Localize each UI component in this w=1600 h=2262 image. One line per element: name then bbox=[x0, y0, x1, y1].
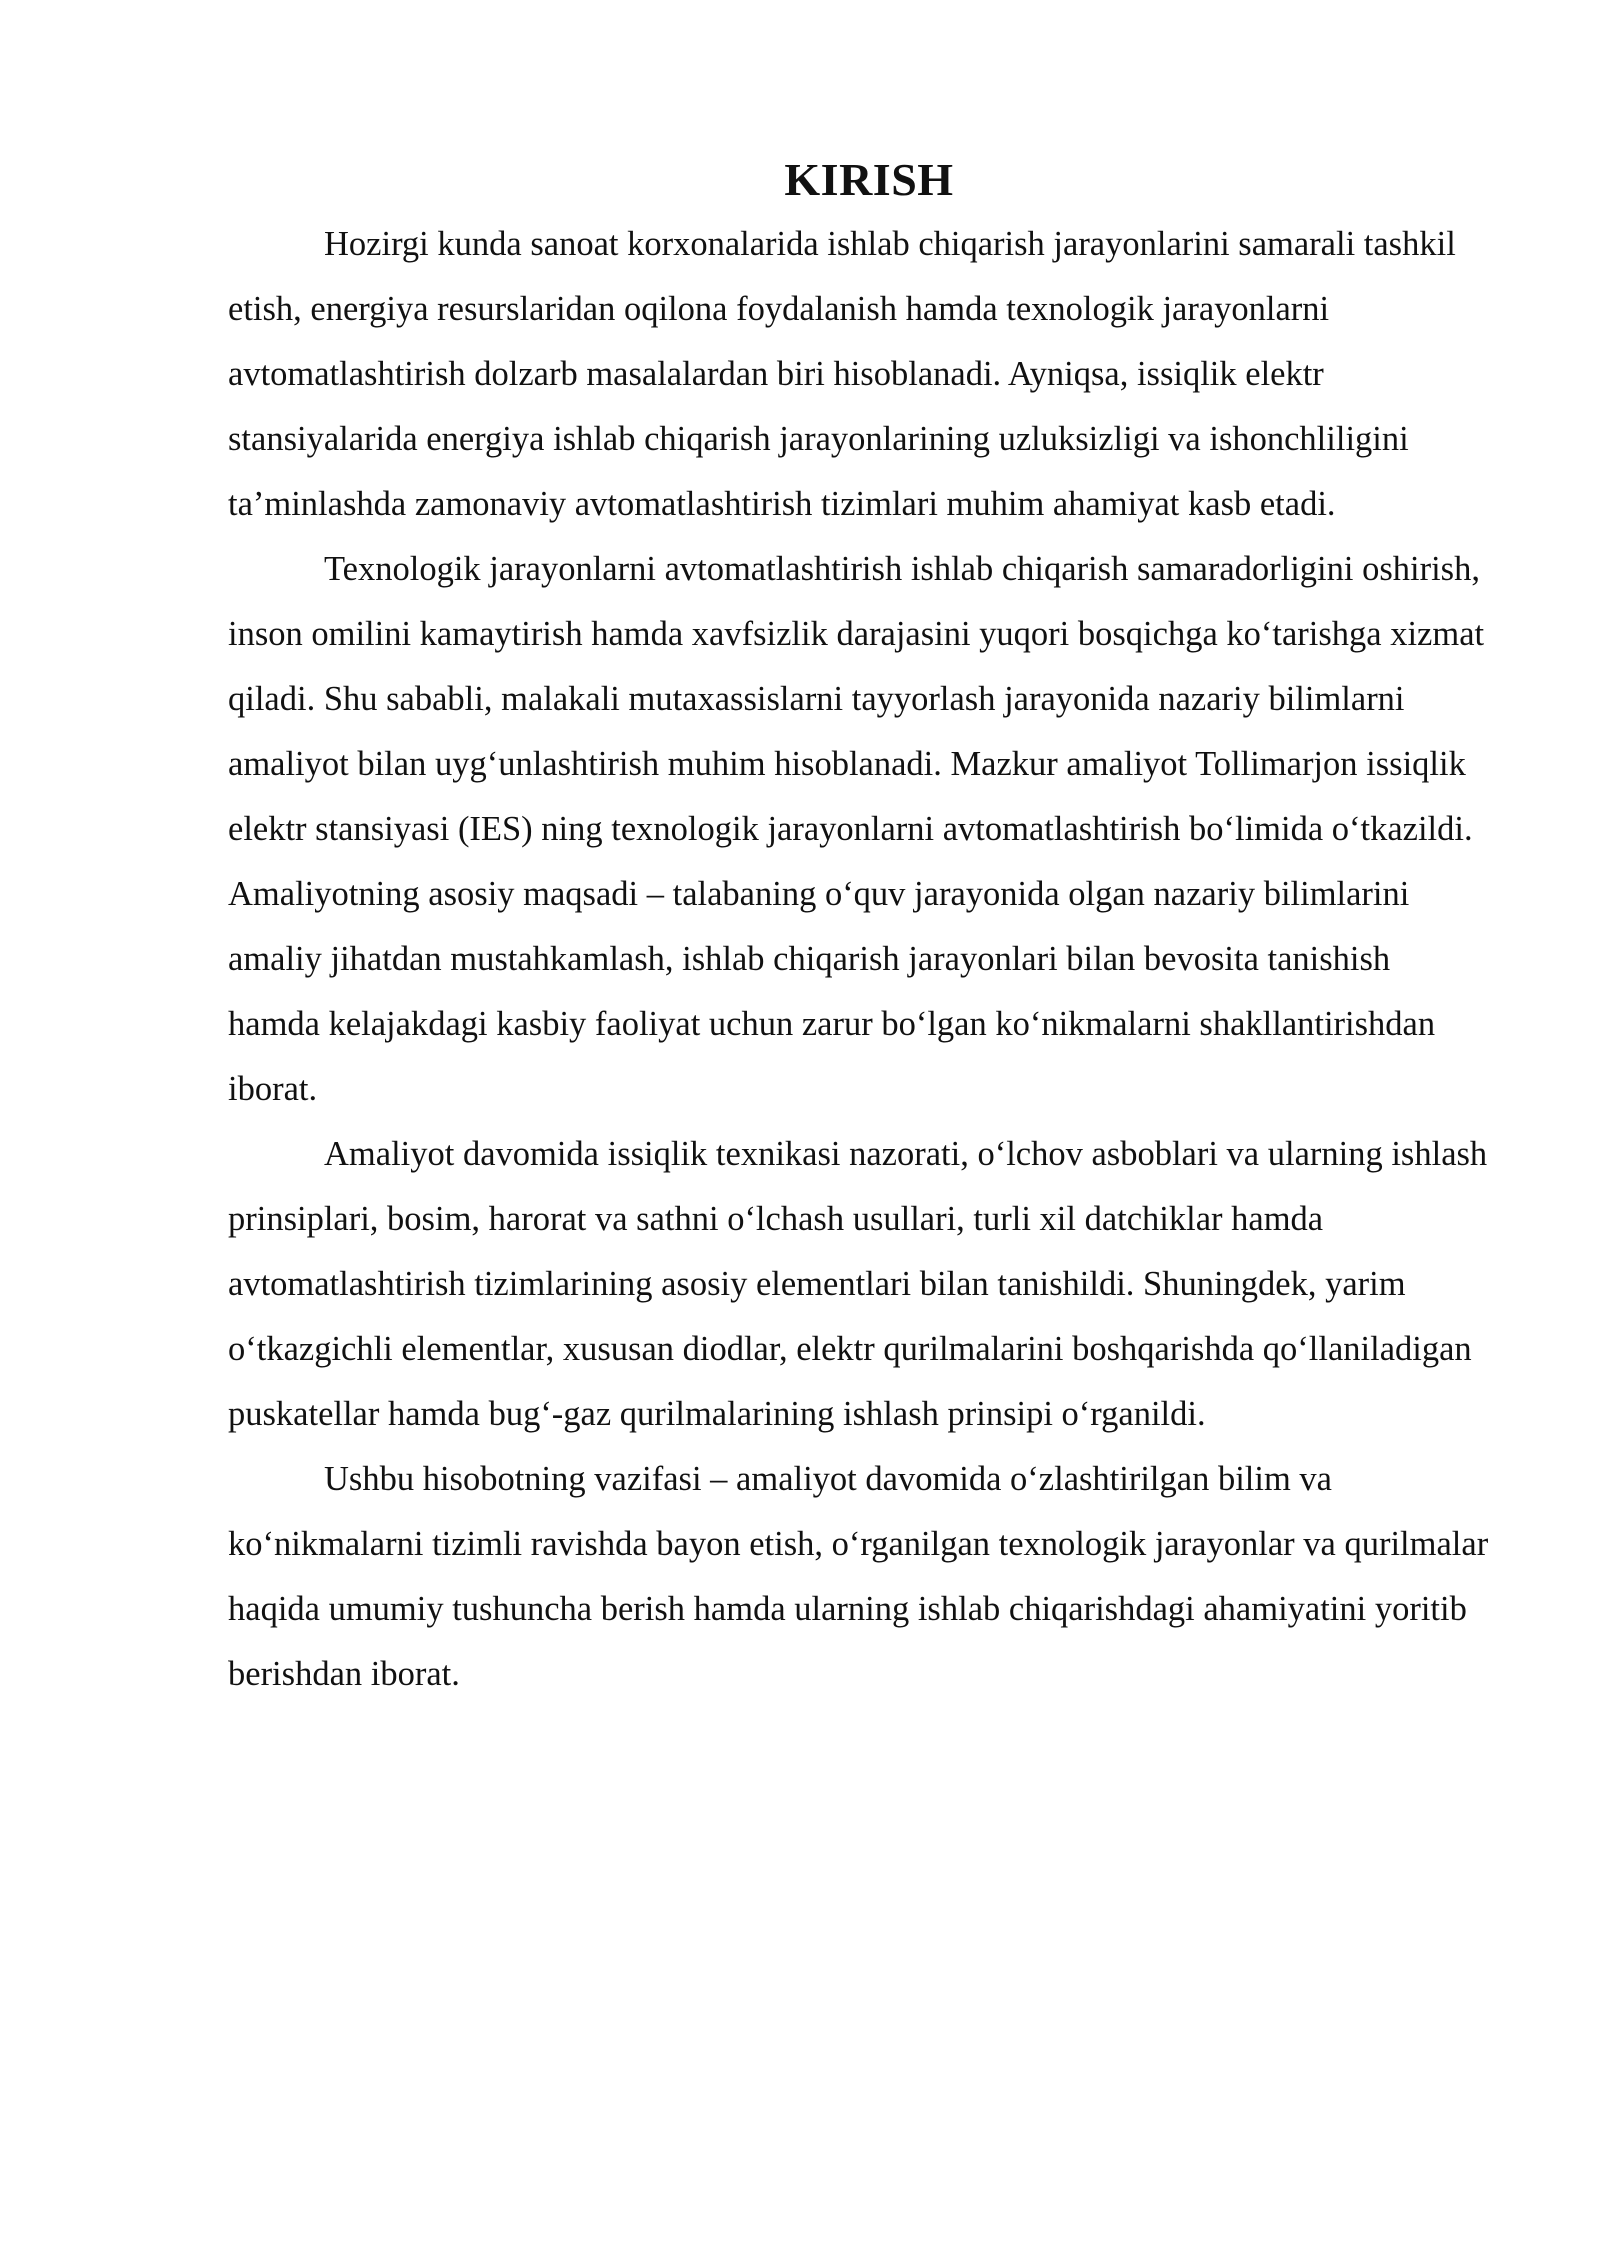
paragraph-3: Amaliyot davomida issiqlik texnikasi nazorati, o‘lchov asboblari va ularning ishlash prinsiplari, bosim, harorat va sathni o‘lchash usullari, turli xil datchiklar hamda avtomatlashtirish tizimlarining asosiy elementlari bilan tanishildi. Shuningdek, yarim o‘tkazgichli elementlar, xususan diodlar, elektr qurilmalarini boshqarishda qo‘llaniladigan puskatellar hamda bug‘-gaz qurilmalarining ishlash prinsipi o‘rganildi. bbox=[228, 1135, 1488, 1433]
page-title: KIRISH bbox=[784, 154, 954, 205]
paragraph-1: Hozirgi kunda sanoat korxonalarida ishlab chiqarish jarayonlarini samarali tashkil etish, energiya resurslaridan oqilona foydalanish hamda texnologik jarayonlarni avtomatlashtirish dolzarb masalalardan biri hisoblanadi. Ayniqsa, issiqlik elektr stansiyalarida energiya ishlab chiqarish jarayonlarining uzluksizligi va ishonchliligini ta’minlashda zamonaviy avtomatlashtirish tizimlari muhim ahamiyat kasb etadi. bbox=[228, 225, 1456, 523]
paragraph-4: Ushbu hisobotning vazifasi – amaliyot davomida o‘zlashtirilgan bilim va ko‘nikmalarni tizimli ravishda bayon etish, o‘rganilgan texnologik jarayonlar va qurilmalar haqida umumiy tushuncha berish hamda ularning ishlab chiqarishdagi ahamiyatini yoritib berishdan iborat. bbox=[228, 1460, 1489, 1693]
document-body bbox=[228, 148, 1490, 1707]
paragraph-2: Texnologik jarayonlarni avtomatlashtirish ishlab chiqarish samaradorligini oshirish, inson omilini kamaytirish hamda xavfsizlik darajasini yuqori bosqichga ko‘tarishga xizmat qiladi. Shu sababli, malakali mutaxassislarni tayyorlash jarayonida nazariy bilimlarni amaliyot bilan uyg‘unlashtirish muhim hisoblanadi. Mazkur amaliyot Tollimarjon issiqlik elektr stansiyasi (IES) ning texnologik jarayonlarni avtomatlashtirish bo‘limida o‘tkazildi. Amaliyotning asosiy maqsadi – talabaning o‘quv jarayonida olgan nazariy bilimlarini amaliy jihatdan mustahkamlash, ishlab chiqarish jarayonlari bilan bevosita tanishish hamda kelajakdagi kasbiy faoliyat uchun zarur bo‘lgan ko‘nikmalarni shakllantirishdan iborat. bbox=[228, 550, 1485, 1108]
